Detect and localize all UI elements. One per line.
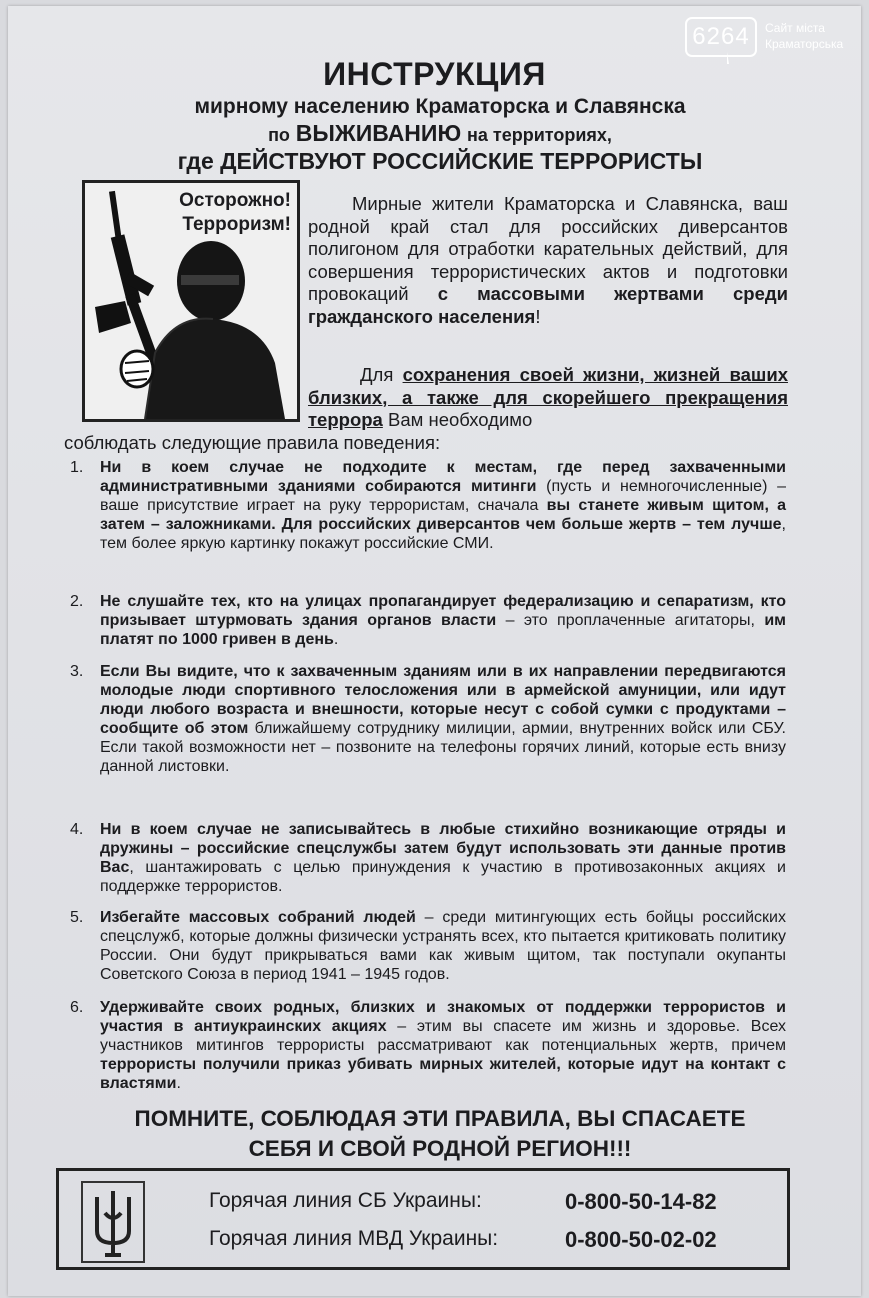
instruction-paragraph-continued: соблюдать следующие правила поведения: [64, 432, 441, 453]
subtitle-line-2: по ВЫЖИВАНИЮ на территориях, [268, 120, 612, 146]
page-subtitle [150, 94, 730, 174]
hotlines-box [56, 1168, 790, 1270]
subtitle-line-1: мирному населению Краматорска и Славянска [194, 95, 686, 118]
rule-item-1: 1. Ни в коем случае не подходите к местам, где перед захваченными административными зданиями собираются митинги (пусть и немногочисленные) – ваше присутствие играет на руку террористам, сначала вы станете живым щитом, а затем – заложниками. Для российских диверсантов чем больше жертв – тем лучше, тем более яркую картинку покажут российские СМИ. [70, 459, 787, 552]
instruction-paragraph: Для сохранения своей жизни, жизней ваших близких, а также для скорейшего прекращения террора Вам необходимо [308, 364, 788, 430]
subtitle-line-3: где ДЕЙСТВУЮТ РОССИЙСКИЕ ТЕРРОРИСТЫ [177, 148, 703, 174]
poster-caption: Осторожно! Терроризм! [179, 190, 291, 235]
closing-statement: ПОМНИТЕ, СОБЛЮДАЯ ЭТИ ПРАВИЛА, ВЫ СПАСАЕТЕ СЕБЯ И СВОЙ РОДНОЙ РЕГИОН!!! [134, 1106, 746, 1161]
hotline-sbu: Горячая линия СБ Украины: 0-800-50-14-82 [209, 1189, 717, 1214]
hotline-mvd-number: 0-800-50-02-02 [565, 1227, 717, 1252]
rule-item-5: 5. Избегайте массовых собраний людей – среди митингующих есть бойцы российских спецслужб, которые должны физически устранять всех, кто пытается критиковать политику России. Они будут прикрываться вами как живым щитом, так поступали окупанты Советского Союза в период 1941 – 1945 годов. [70, 909, 786, 983]
rule-item-6: 6. Удерживайте своих родных, близких и знакомых от поддержки террористов и участия в антиукраинских акциях – этим вы спасете им жизнь и здоровье. Всех участников митингов террористы рассматривают как потенциальных жертв, причем террористы получили приказ убивать мирных жителей, которые идут на контакт с властями. [70, 999, 786, 1092]
hotline-sbu-number: 0-800-50-14-82 [565, 1189, 717, 1214]
rule-item-2: 2. Не слушайте тех, кто на улицах пропагандирует федерализацию и сепаратизм, кто призывает штурмовать здания органов власти – это проплаченные агитаторы, им платят по 1000 гривен в день. [70, 593, 786, 648]
hotline-mvd: Горячая линия МВД Украины: 0-800-50-02-02 [209, 1227, 717, 1252]
site-number-badge: 6264 [685, 17, 757, 57]
page-title: ИНСТРУКЦИЯ [323, 56, 546, 92]
site-name: Сайт міста Краматорська [765, 21, 844, 51]
terrorism-warning-illustration [82, 180, 300, 422]
ukraine-trident-icon [81, 1181, 145, 1263]
intro-paragraph: Мирные жители Краматорска и Славянска, ваш родной край стал для российских диверсантов полигоном для отработки карательных действий, для совершения террористических актов и подготовки провокаций с массовыми жертвами среди гражданского населения! [308, 193, 788, 327]
rule-item-4: 4. Ни в коем случае не записывайтесь в любые стихийно возникающие отряды и дружины – российские спецслужбы затем будут использовать эти данные против Вас, шантажировать с целью принуждения к участию в противозаконных акциях и поддержке террористов. [70, 821, 786, 895]
rule-item-3: 3. Если Вы видите, что к захваченным зданиям или в их направлении передвигаются молодые люди спортивного телосложения или в армейской амуниции, или идут люди любого возраста и внешности, которые несут с собой сумки с продуктами – сообщите об этом ближайшему сотруднику милиции, армии, внутренних войск или СБУ. Если такой возможности нет – позвоните на телефоны горячих линий, которые есть внизу данной листовки. [70, 663, 787, 775]
